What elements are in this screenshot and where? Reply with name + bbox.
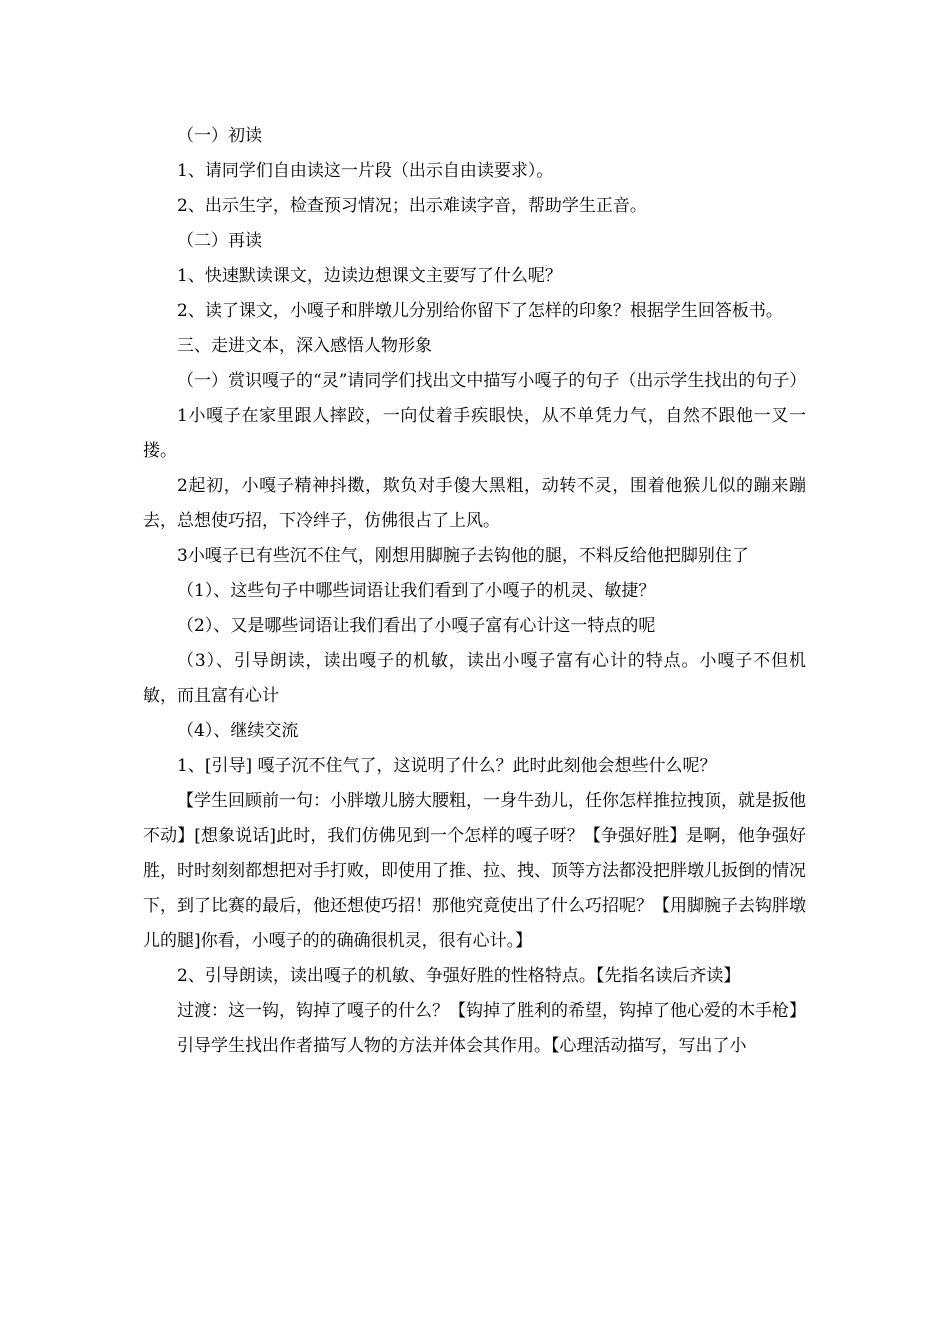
question-item: （2）、又是哪些词语让我们看出了小嘎子富有心计这一特点的呢 xyxy=(177,616,656,636)
paragraph-item: 2、出示生字，检查预习情况；出示难读字音，帮助学生正音。 xyxy=(177,196,647,216)
heading-second-reading: （二）再读 xyxy=(177,231,262,251)
paragraph-item: 1、[引导] 嘎子沉不住气了，这说明了什么？此时此刻他会想些什么呢？ xyxy=(177,756,717,776)
quoted-sentence: 3小嘎子已有些沉不住气，刚想用脚腕子去钩他的腿，不料反给他把脚别住了 xyxy=(177,546,749,566)
paragraph-item: 2、引导朗读，读出嘎子的机敏、争强好胜的性格特点。【先指名读后齐读】 xyxy=(177,966,741,986)
section-heading: 三、走进文本，深入感悟人物形象 xyxy=(177,336,432,356)
paragraph-item: 1、快速默读课文，边读边想课文主要写了什么呢？ xyxy=(177,266,562,286)
quoted-sentence: 1小嘎子在家里跟人摔跤，一向仗着手疾眼快，从不单凭力气，自然不跟他一叉一搂。 xyxy=(143,406,806,461)
paragraph-item: （一）赏识嘎子的“灵”请同学们找出文中描写小嘎子的句子（出示学生找出的句子） xyxy=(177,371,807,391)
paragraph-item: 过渡：这一钩，钩掉了嘎子的什么？【钩掉了胜利的希望，钩掉了他心爱的木手枪】 xyxy=(177,1001,806,1021)
paragraph-item: 【学生回顾前一句：小胖墩儿膀大腰粗，一身牛劲儿，任你怎样推拉拽顶，就是扳他不动】[想象说话]此时，我们仿佛见到一个怎样的嘎子呀？【争强好胜】是啊，他争强好胜，时时刻刻都想把对手打败，即使用了推、拉、拽、顶等方法都没把胖墩儿扳倒的情况下，到了比赛的最后，他还想使巧招！那他究竟使出了什么巧招呢？【用脚腕子去钩胖墩儿的腿]你看，小嘎子的的确确很机灵，很有心计。】 xyxy=(143,791,806,951)
paragraph-item: 2、读了课文，小嘎子和胖墩儿分别给你留下了怎样的印象？根据学生回答板书。 xyxy=(177,301,783,321)
question-item: （1）、这些句子中哪些词语让我们看到了小嘎子的机灵、敏捷？ xyxy=(177,581,656,601)
document-body xyxy=(143,119,806,1064)
paragraph-item: 1、请同学们自由读这一片段（出示自由读要求）。 xyxy=(177,161,554,181)
question-item: （4）、继续交流 xyxy=(177,721,299,741)
heading-first-reading: （一）初读 xyxy=(177,126,262,146)
quoted-sentence: 2起初，小嘎子精神抖擞，欺负对手傻大黑粗，动转不灵，围着他猴儿似的蹦来蹦去，总想使巧招，下冷绊子，仿佛很占了上风。 xyxy=(143,476,806,531)
question-item: （3）、引导朗读，读出嘎子的机敏，读出小嘎子富有心计的特点。小嘎子不但机敏，而且富有心计 xyxy=(143,651,806,706)
paragraph-item: 引导学生找出作者描写人物的方法并体会其作用。【心理活动描写，写出了小 xyxy=(177,1036,747,1056)
